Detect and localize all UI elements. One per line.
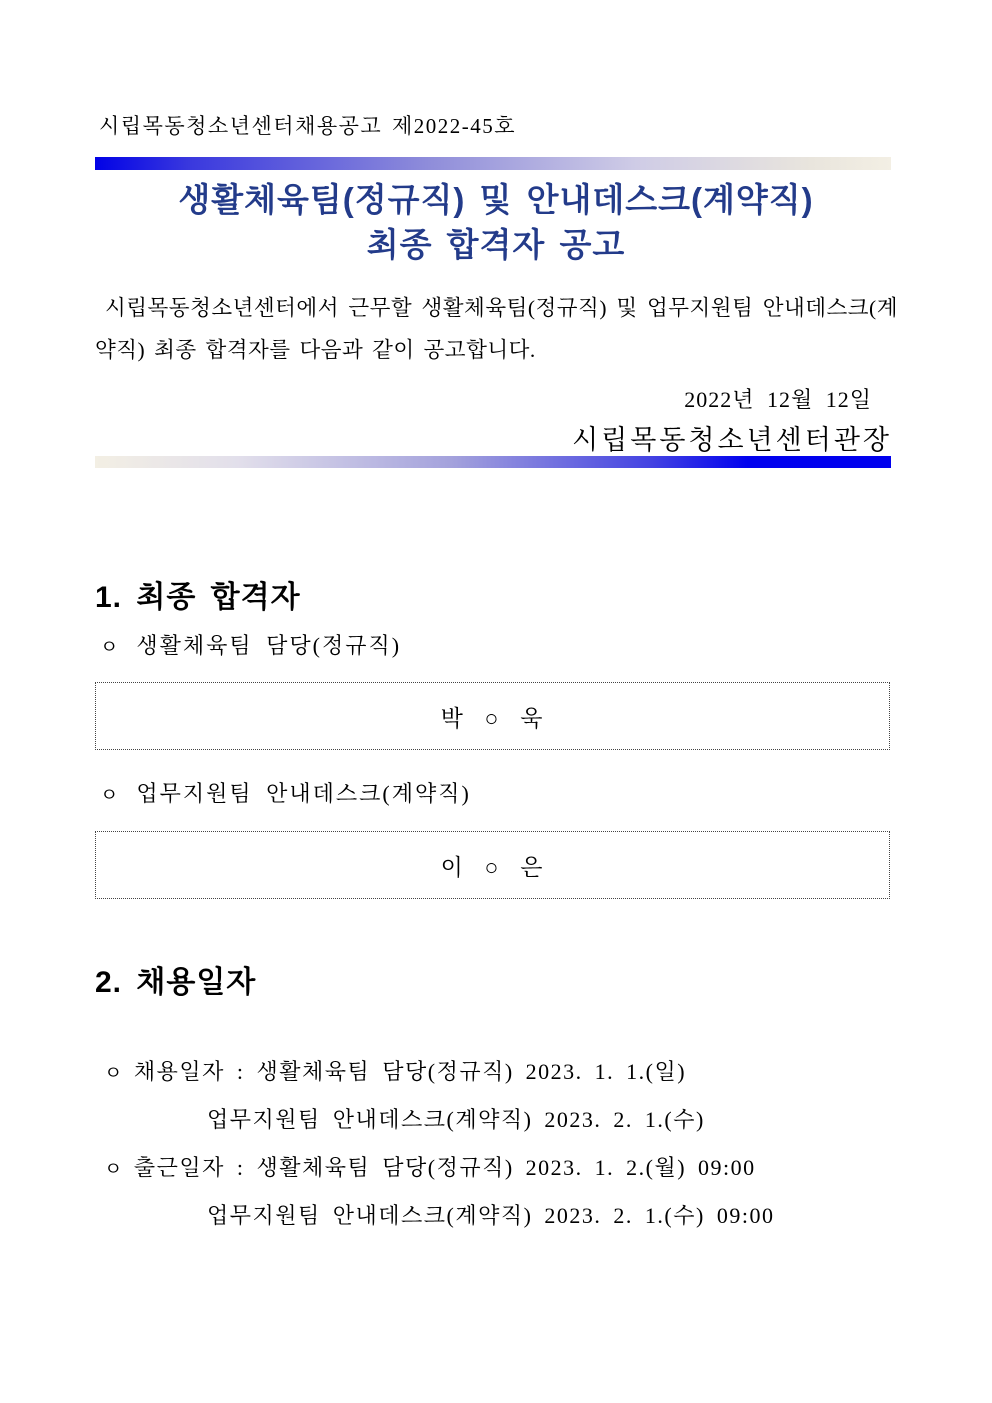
position-label: 생활체육팀 담당(정규직) xyxy=(136,633,402,658)
winner-name: 박 ○ 욱 xyxy=(440,705,545,731)
schedule-text: 출근일자 : 생활체육팀 담당(정규직) 2023. 1. 2.(월) 09:00 xyxy=(133,1155,756,1180)
title-line-2: 최종 합격자 공고 xyxy=(366,226,626,263)
bullet-circle-icon: ㅇ xyxy=(100,637,121,658)
gradient-bar-top xyxy=(95,157,891,170)
list-item xyxy=(100,777,471,808)
winner-name-box xyxy=(95,831,890,899)
document-title xyxy=(0,177,992,267)
winner-name: 이 ○ 은 xyxy=(440,854,545,880)
schedule-text: 업무지원팀 안내데스크(계약직) 2023. 2. 1.(수) 09:00 xyxy=(207,1203,775,1228)
list-item xyxy=(100,629,401,660)
schedule-text: 채용일자 : 생활체육팀 담당(정규직) 2023. 1. 1.(일) xyxy=(133,1059,687,1084)
bullet-circle-icon: ㅇ xyxy=(100,785,121,806)
title-line-1: 생활체육팀(정규직) 및 안내데스크(계약직) xyxy=(178,181,814,218)
bullet-circle-icon: ㅇ xyxy=(104,1159,124,1180)
winner-name-box xyxy=(95,682,890,750)
announcement-date: 2022년 12월 12일 xyxy=(684,387,872,412)
schedule-row xyxy=(207,1199,774,1230)
signer-name: 시립목동청소년센터관장 xyxy=(572,425,892,455)
position-label: 업무지원팀 안내데스크(계약직) xyxy=(136,781,471,806)
section1-heading: 1. 최종 합격자 xyxy=(95,581,301,614)
document-number: 시립목동청소년센터채용공고 제2022-45호 xyxy=(99,114,517,138)
schedule-row xyxy=(104,1151,756,1182)
bullet-circle-icon: ㅇ xyxy=(104,1063,124,1084)
intro-paragraph: 시립목동청소년센터에서 근무할 생활체육팀(정규직) 및 업무지원팀 안내데스크(계약직) 최종 합격자를 다음과 같이 공고합니다. xyxy=(95,296,898,362)
gradient-bar-bottom xyxy=(95,456,891,468)
schedule-text: 업무지원팀 안내데스크(계약직) 2023. 2. 1.(수) xyxy=(207,1107,705,1132)
schedule-row xyxy=(207,1103,705,1134)
schedule-row xyxy=(104,1055,686,1086)
section2-heading: 2. 채용일자 xyxy=(95,966,257,999)
